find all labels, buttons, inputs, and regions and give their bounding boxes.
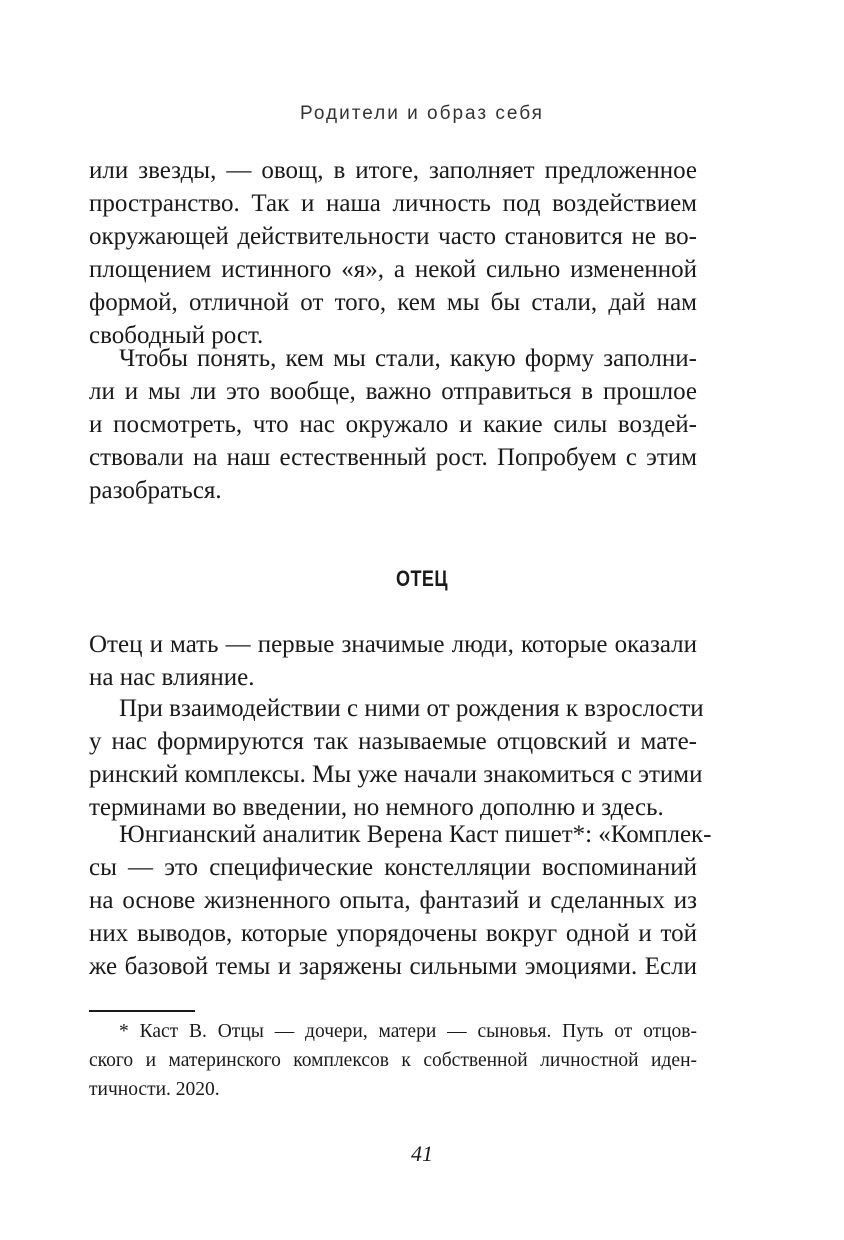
text-line: площением истинного «я», а некой сильно измененной [89,256,697,283]
text-line: разобраться. [89,477,222,504]
text-line: ствовали на наш естественный рост. Попробуем с этим [89,444,697,471]
text-line: Чтобы понять, кем мы стали, какую форму заполни- [119,345,697,372]
text-line: сы — это специфические констелляции воспоминаний [89,854,697,881]
text-line: формой, отличной от того, кем мы бы стали, дай нам [89,289,697,316]
footnote [89,1017,697,1104]
paragraph [89,818,712,983]
footnote-line: ского и материнского комплексов к собственной личностной иден- [89,1050,697,1071]
text-line: и посмотреть, что нас окружало и какие силы воздей- [89,411,697,438]
text-line: Отец и мать — первые значимые люди, которые оказали [89,631,697,658]
text-line: же базовой темы и заряжены сильными эмоциями. Если [89,953,697,980]
text-line: них выводов, которые упорядочены вокруг одной и той [89,920,697,947]
text-line: у нас формируются так называемые отцовский и мате- [89,728,697,755]
section-heading: ОТЕЦ [396,566,448,591]
running-head: Родители и образ себя [300,103,544,124]
text-line: пространство. Так и наша личность под воздействием [89,190,697,217]
text-line: ли и мы ли это вообще, важно отправиться в прошлое [89,378,697,405]
text-line: ринский комплексы. Мы уже начали знакомиться с этими [89,761,703,788]
paragraph [89,692,704,824]
paragraph [89,342,697,507]
paragraph [89,628,697,694]
text-line: окружающей действительности часто становится не во- [89,223,697,250]
text-line: Юнгианский аналитик Верена Каст пишет*: «Комплек- [119,821,712,848]
text-line: терминами во введении, но немного дополню и здесь. [89,794,664,821]
text-line: на нас влияние. [89,664,255,691]
text-line: При взаимодействии с ними от рождения к взрослости [119,695,704,722]
text-line: или звезды, — овощ, в итоге, заполняет предложенное [89,157,697,184]
paragraph-continuation [89,154,697,352]
footnote-line: * Каст В. Отцы — дочери, матери — сыновья. Путь от отцов- [119,1021,697,1042]
page-number: 41 [411,1141,433,1166]
footnote-divider [89,1010,195,1012]
footnote-line: тичности. 2020. [89,1079,220,1100]
text-line: на основе жизненного опыта, фантазий и сделанных из [89,887,697,914]
text-line: свободный рост. [89,322,264,349]
